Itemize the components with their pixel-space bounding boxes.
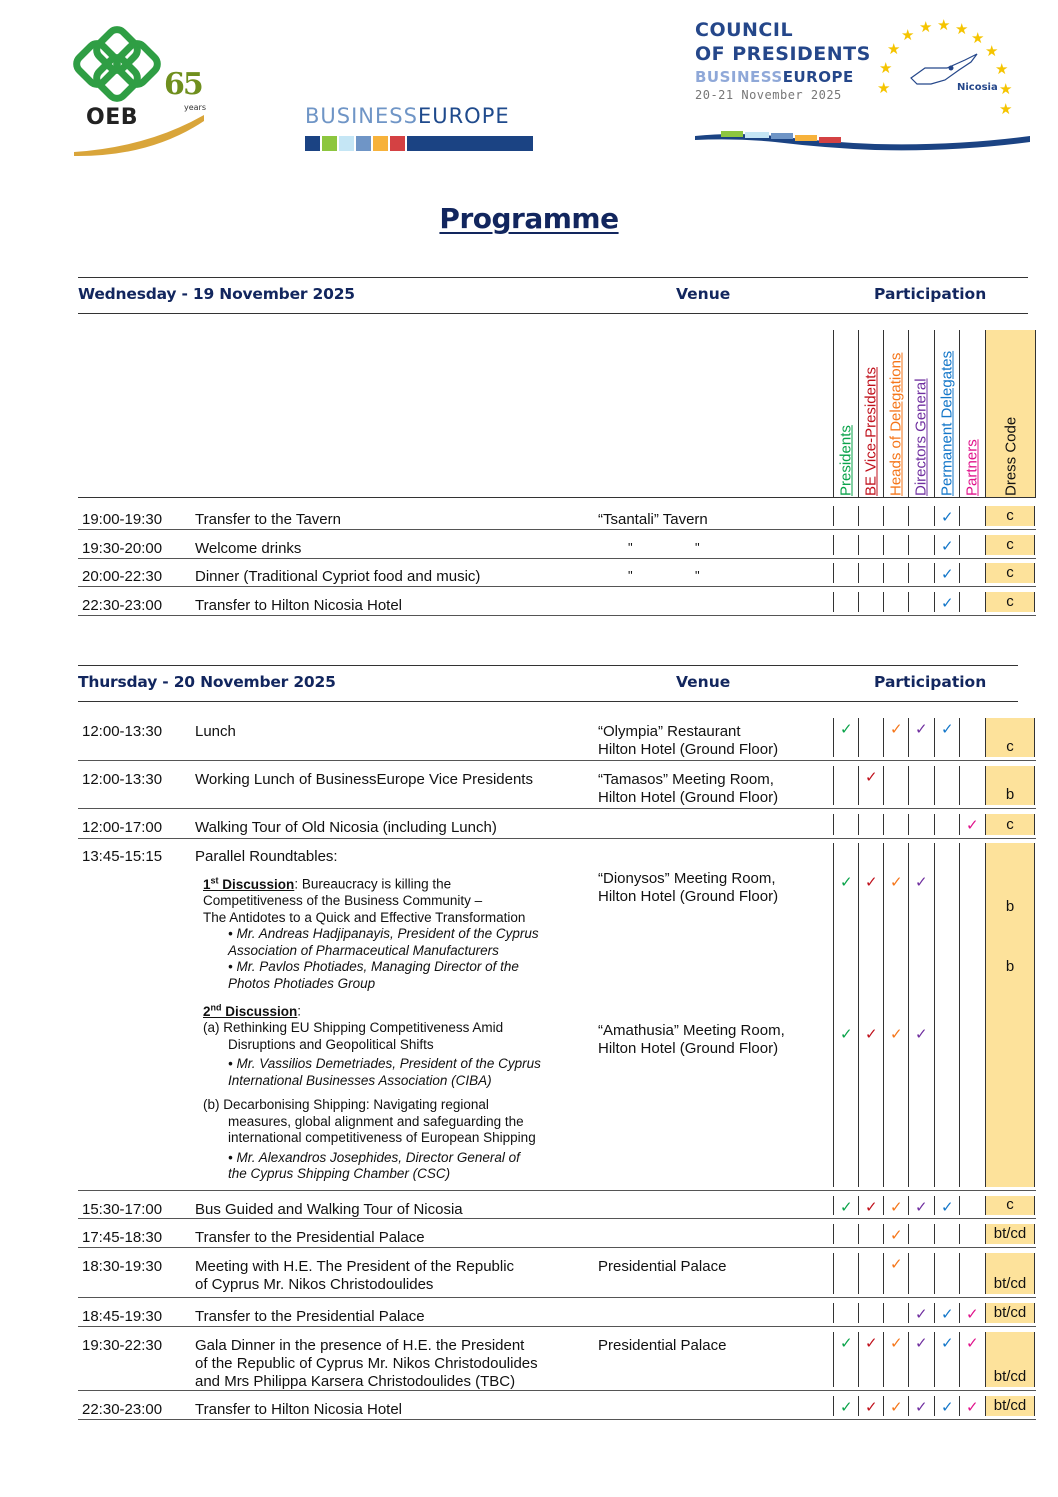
participation-cell-presidents bbox=[833, 1253, 858, 1294]
dress-code-value: b bbox=[1005, 786, 1015, 803]
check-icon: ✓ bbox=[840, 1025, 853, 1043]
topic-b: international competitiveness of European Shipping bbox=[228, 1130, 536, 1145]
check-icon: ✓ bbox=[890, 1398, 903, 1416]
check-icon: ✓ bbox=[890, 1255, 903, 1273]
participation-grid bbox=[833, 1250, 1036, 1297]
venue-ditto-mark: " bbox=[695, 568, 700, 583]
participation-cell-pd bbox=[934, 506, 959, 526]
participation-cell-heads bbox=[883, 1196, 908, 1215]
participation-cell-dg bbox=[908, 1253, 933, 1294]
column-header-label: Directors General bbox=[912, 378, 930, 496]
color-swatch bbox=[407, 136, 533, 151]
column-header-dress-code bbox=[985, 330, 1036, 498]
participation-cell-heads bbox=[883, 718, 908, 757]
time-slot: 19:30-20:00 bbox=[82, 540, 163, 557]
schedule-row bbox=[78, 1193, 1036, 1219]
speaker-line: • Mr. Alexandros Josephides, Director General of bbox=[228, 1149, 520, 1165]
topic-a: Disruptions and Geopolitical Shifts bbox=[228, 1036, 434, 1052]
participation-column-headers bbox=[833, 330, 1036, 498]
check-icon: ✓ bbox=[840, 873, 853, 891]
dress-code-cell bbox=[985, 718, 1035, 757]
participation-cell-be_vp bbox=[858, 1303, 883, 1323]
check-icon: ✓ bbox=[941, 594, 954, 612]
check-icon: ✓ bbox=[840, 720, 853, 738]
column-header-label: Heads of Delegations bbox=[887, 352, 905, 496]
event-title: Working Lunch of BusinessEurope Vice Presidents bbox=[195, 771, 533, 788]
venue: “Amathusia” Meeting Room, Hilton Hotel (Ground Floor) bbox=[598, 1022, 785, 1057]
participation-cell-pd bbox=[934, 535, 959, 555]
participation-cell-be_vp bbox=[858, 718, 883, 757]
column-header-be_vp bbox=[858, 330, 883, 498]
venue-column-label: Venue bbox=[676, 673, 731, 691]
participation-cell-pd bbox=[934, 1253, 959, 1294]
time-slot: 12:00-13:30 bbox=[82, 771, 163, 788]
participation-cell-dg bbox=[908, 592, 933, 612]
check-icon: ✓ bbox=[915, 1305, 928, 1323]
eu-stars-map-icon bbox=[875, 18, 1035, 118]
participation-cell-pd bbox=[934, 1303, 959, 1323]
venue: “Tsantali” Tavern bbox=[598, 511, 708, 528]
check-icon: ✓ bbox=[865, 1398, 878, 1416]
time-slot: 19:00-19:30 bbox=[82, 511, 163, 528]
speaker-line: the Cyprus Shipping Chamber (CSC) bbox=[228, 1166, 451, 1181]
time-slot: 22:30-23:00 bbox=[82, 597, 163, 614]
time-slot: 12:00-17:00 bbox=[82, 819, 163, 836]
participation-cell-dg bbox=[908, 563, 933, 583]
time-slot: 12:00-13:30 bbox=[82, 723, 163, 740]
participation-grid bbox=[833, 715, 1036, 760]
participation-cell-dg bbox=[908, 843, 933, 1187]
participation-cell-presidents bbox=[833, 1332, 858, 1387]
participation-cell-heads bbox=[883, 843, 908, 1187]
dress-code-cell bbox=[985, 506, 1035, 526]
participation-cell-heads bbox=[883, 1303, 908, 1323]
check-icon: ✓ bbox=[840, 1198, 853, 1216]
event-title: Dinner (Traditional Cypriot food and music) bbox=[195, 568, 481, 585]
dress-code-cell bbox=[985, 1303, 1035, 1323]
check-icon: ✓ bbox=[966, 816, 979, 834]
participation-cell-dg bbox=[908, 1224, 933, 1244]
color-swatch bbox=[305, 136, 320, 151]
day-heading: Thursday - 20 November 2025 bbox=[78, 673, 336, 691]
column-header-dg bbox=[908, 330, 933, 498]
venue: Presidential Palace bbox=[598, 1258, 727, 1275]
venue-ditto-mark: " bbox=[628, 540, 633, 555]
column-header-label: Presidents bbox=[837, 425, 855, 496]
check-icon: ✓ bbox=[915, 873, 928, 891]
check-icon: ✓ bbox=[890, 1226, 903, 1244]
check-icon: ✓ bbox=[915, 1398, 928, 1416]
participation-grid bbox=[833, 532, 1036, 558]
check-icon: ✓ bbox=[941, 508, 954, 526]
participation-cell-heads bbox=[883, 814, 908, 835]
participation-cell-partners bbox=[959, 1332, 984, 1387]
venue-ditto-mark: " bbox=[628, 568, 633, 583]
participation-cell-pd bbox=[934, 592, 959, 612]
svg-text:★: ★ bbox=[879, 59, 893, 77]
day-header-wednesday bbox=[78, 277, 1028, 314]
participation-grid bbox=[833, 1300, 1036, 1326]
text-line: Competitiveness of the Business Community – bbox=[203, 893, 483, 908]
participation-cell-partners bbox=[959, 1196, 984, 1215]
participation-cell-heads bbox=[883, 506, 908, 526]
schedule-row bbox=[78, 715, 1036, 761]
participation-cell-be_vp bbox=[858, 563, 883, 583]
time-slot: 17:45-18:30 bbox=[82, 1229, 163, 1246]
svg-text:★: ★ bbox=[985, 42, 999, 60]
participation-cell-pd bbox=[934, 563, 959, 583]
participation-cell-partners bbox=[959, 592, 984, 612]
discussion-1: 1st Discussion: Bureaucracy is killing the Competitiveness of the Business Community – The Antidotes to a Quick and Effective Transformation • Mr. Andreas Hadjipanayis, President of the Cyprus Association of Pharmaceutical Manufacturers • Mr. Pavlos Photiades, Managing Director of the Photos Photiades Group bbox=[203, 875, 539, 991]
check-icon: ✓ bbox=[966, 1334, 979, 1352]
participation-cell-presidents bbox=[833, 814, 858, 835]
participation-cell-be_vp bbox=[858, 843, 883, 1187]
venue: “Tamasos” Meeting Room, Hilton Hotel (Ground Floor) bbox=[598, 771, 779, 806]
color-swatch bbox=[390, 136, 405, 151]
participation-cell-be_vp bbox=[858, 535, 883, 555]
discussion-label: 2nd Discussion bbox=[203, 1002, 298, 1019]
venue-column-label: Venue bbox=[676, 285, 731, 303]
dress-code-value: c bbox=[1006, 1196, 1014, 1213]
event-title: Transfer to Hilton Nicosia Hotel bbox=[195, 1401, 403, 1418]
oeb-wordmark: OEB bbox=[86, 105, 138, 130]
dress-code-cell bbox=[985, 1332, 1035, 1387]
page-title: Programme bbox=[439, 202, 619, 235]
participation-cell-be_vp bbox=[858, 592, 883, 612]
participation-cell-dg bbox=[908, 718, 933, 757]
check-icon: ✓ bbox=[865, 1025, 878, 1043]
participation-grid bbox=[833, 840, 1036, 1190]
venue-ditto-mark: " bbox=[695, 540, 700, 555]
check-icon: ✓ bbox=[865, 1334, 878, 1352]
check-icon: ✓ bbox=[941, 537, 954, 555]
dress-code-cell bbox=[985, 535, 1035, 555]
participation-cell-dg bbox=[908, 766, 933, 805]
participation-cell-partners bbox=[959, 1396, 984, 1416]
dress-code-value: c bbox=[1006, 536, 1014, 553]
participation-cell-presidents bbox=[833, 563, 858, 583]
participation-cell-presidents bbox=[833, 506, 858, 526]
column-header-label: Partners bbox=[963, 439, 981, 496]
schedule-row bbox=[78, 503, 1036, 530]
participation-cell-heads bbox=[883, 766, 908, 805]
dress-code-cell bbox=[985, 843, 1035, 1187]
participation-cell-be_vp bbox=[858, 506, 883, 526]
dress-code-cell bbox=[985, 1224, 1035, 1244]
venue: “Olympia” Restaurant Hilton Hotel (Ground Floor) bbox=[598, 723, 779, 758]
svg-text:★: ★ bbox=[999, 80, 1013, 98]
check-icon: ✓ bbox=[941, 1398, 954, 1416]
topic-b: (b) Decarbonising Shipping: Navigating regional bbox=[203, 1097, 489, 1112]
topic-b: measures, global alignment and safeguarding the bbox=[228, 1113, 524, 1129]
participation-cell-dg bbox=[908, 1332, 933, 1387]
dress-code-value: b bbox=[1005, 958, 1015, 975]
participation-cell-be_vp bbox=[858, 814, 883, 835]
council-of-presidents-logo bbox=[695, 18, 1040, 153]
event-title: Gala Dinner in the presence of H.E. the President of the Republic of Cyprus Mr. Nikos Christodoulides and Mrs Philippa Karsera Christodoulides (TBC) bbox=[195, 1337, 538, 1390]
check-icon: ✓ bbox=[915, 1334, 928, 1352]
speaker-line: International Businesses Association (CIBA) bbox=[228, 1072, 492, 1088]
column-header-label: Permanent Delegates bbox=[938, 350, 956, 496]
check-icon: ✓ bbox=[890, 1334, 903, 1352]
participation-cell-pd bbox=[934, 1396, 959, 1416]
businesseurope-color-bar bbox=[305, 136, 533, 151]
dress-code-cell bbox=[985, 766, 1035, 805]
svg-text:★: ★ bbox=[887, 40, 901, 58]
svg-text:★: ★ bbox=[919, 18, 933, 36]
businesseurope-wordmark: BUSINESSEUROPE bbox=[305, 104, 510, 128]
participation-cell-be_vp bbox=[858, 766, 883, 805]
time-slot: 20:00-22:30 bbox=[82, 568, 163, 585]
participation-cell-dg bbox=[908, 1196, 933, 1215]
participation-grid bbox=[833, 811, 1036, 838]
participation-grid bbox=[833, 503, 1036, 529]
check-icon: ✓ bbox=[915, 720, 928, 738]
discussion-label: 1st Discussion bbox=[203, 875, 295, 892]
column-header-label: BE Vice-Presidents bbox=[862, 367, 880, 496]
participation-grid bbox=[833, 1393, 1036, 1419]
participation-cell-pd bbox=[934, 1332, 959, 1387]
speaker-line: Association of Pharmaceutical Manufacturers bbox=[228, 942, 499, 958]
time-slot: 18:30-19:30 bbox=[82, 1258, 163, 1275]
check-icon: ✓ bbox=[865, 873, 878, 891]
schedule-row bbox=[78, 1329, 1036, 1391]
dress-code-value: c bbox=[1006, 564, 1014, 581]
check-icon: ✓ bbox=[941, 1198, 954, 1216]
svg-text:★: ★ bbox=[901, 26, 915, 44]
check-icon: ✓ bbox=[966, 1305, 979, 1323]
check-icon: ✓ bbox=[890, 1025, 903, 1043]
dress-code-cell bbox=[985, 814, 1035, 835]
participation-cell-partners bbox=[959, 535, 984, 555]
participation-cell-partners bbox=[959, 1224, 984, 1244]
text-line: The Antidotes to a Quick and Effective Transformation bbox=[203, 909, 526, 925]
participation-cell-pd bbox=[934, 766, 959, 805]
participation-cell-heads bbox=[883, 1396, 908, 1416]
participation-grid bbox=[833, 1329, 1036, 1390]
event-title: Bus Guided and Walking Tour of Nicosia bbox=[195, 1201, 463, 1218]
svg-text:★: ★ bbox=[955, 20, 969, 38]
time-slot: 13:45-15:15 bbox=[82, 848, 163, 865]
oeb-years-label: years bbox=[184, 103, 207, 112]
event-title: Parallel Roundtables: bbox=[195, 848, 338, 865]
time-slot: 18:45-19:30 bbox=[82, 1308, 163, 1325]
topic-a: (a) Rethinking EU Shipping Competitiveness Amid bbox=[203, 1020, 504, 1035]
check-icon: ✓ bbox=[941, 565, 954, 583]
schedule-row bbox=[78, 1300, 1036, 1327]
time-slot: 22:30-23:00 bbox=[82, 1401, 163, 1418]
participation-cell-dg bbox=[908, 506, 933, 526]
schedule-row bbox=[78, 811, 1036, 839]
participation-cell-be_vp bbox=[858, 1224, 883, 1244]
time-slot: 19:30-22:30 bbox=[82, 1337, 163, 1354]
participation-cell-heads bbox=[883, 592, 908, 612]
header-divider bbox=[78, 497, 1036, 498]
participation-cell-be_vp bbox=[858, 1396, 883, 1416]
participation-cell-partners bbox=[959, 1303, 984, 1323]
schedule-row bbox=[78, 1250, 1036, 1298]
participation-cell-presidents bbox=[833, 1303, 858, 1323]
event-title: Transfer to Hilton Nicosia Hotel bbox=[195, 597, 403, 614]
participation-grid bbox=[833, 763, 1036, 808]
column-header-pd bbox=[934, 330, 959, 498]
svg-text:★: ★ bbox=[971, 29, 985, 47]
council-title-line1: COUNCIL bbox=[695, 19, 794, 41]
event-title: Transfer to the Presidential Palace bbox=[195, 1229, 425, 1246]
participation-cell-heads bbox=[883, 1253, 908, 1294]
check-icon: ✓ bbox=[865, 768, 878, 786]
check-icon: ✓ bbox=[915, 1025, 928, 1043]
participation-column-label: Participation bbox=[874, 285, 987, 303]
check-icon: ✓ bbox=[890, 873, 903, 891]
dress-code-value: bt/cd bbox=[993, 1304, 1027, 1321]
participation-cell-be_vp bbox=[858, 1332, 883, 1387]
participation-cell-pd bbox=[934, 718, 959, 757]
color-swatch bbox=[373, 136, 388, 151]
speaker-line: Photos Photiades Group bbox=[228, 975, 376, 991]
schedule-row bbox=[78, 1393, 1036, 1420]
participation-cell-dg bbox=[908, 1303, 933, 1323]
column-header-partners bbox=[959, 330, 984, 498]
council-date: 20-21 November 2025 bbox=[695, 88, 842, 102]
dress-code-value: bt/cd bbox=[993, 1275, 1027, 1292]
participation-cell-presidents bbox=[833, 718, 858, 757]
event-title: Meeting with H.E. The President of the Republic of Cyprus Mr. Nikos Christodoulides bbox=[195, 1258, 515, 1293]
participation-cell-heads bbox=[883, 563, 908, 583]
discussion-2: 2nd Discussion: (a) Rethinking EU Shipping Competitiveness Amid Disruptions and Geopolitical Shifts • Mr. Vassilios Demetriades, President of the Cyprus International Businesses Association (CIBA) (b) Decarbonising Shipping: Navigating regional measures, global alignment and safeguarding the international competitiveness of European Shipping • Mr. Alexandros Josephides, Director General of the Cyprus Shipping Chamber (CSC) bbox=[203, 1002, 541, 1181]
participation-cell-partners bbox=[959, 843, 984, 1187]
participation-cell-presidents bbox=[833, 535, 858, 555]
dress-code-value: c bbox=[1006, 593, 1014, 610]
check-icon: ✓ bbox=[840, 1334, 853, 1352]
schedule-row-roundtables bbox=[78, 840, 1036, 1191]
participation-cell-dg bbox=[908, 814, 933, 835]
participation-cell-heads bbox=[883, 1332, 908, 1387]
participation-cell-partners bbox=[959, 563, 984, 583]
column-header-label: Dress Code bbox=[1002, 416, 1019, 496]
check-icon: ✓ bbox=[941, 720, 954, 738]
speaker-line: • Mr. Vassilios Demetriades, President of the Cyprus bbox=[228, 1056, 541, 1071]
participation-cell-partners bbox=[959, 718, 984, 757]
dress-code-value: bt/cd bbox=[993, 1225, 1027, 1242]
council-title-line2: OF PRESIDENTS bbox=[695, 43, 871, 65]
participation-cell-presidents bbox=[833, 1196, 858, 1215]
dress-code-value: bt/cd bbox=[993, 1397, 1027, 1414]
participation-cell-presidents bbox=[833, 843, 858, 1187]
dress-code-cell bbox=[985, 1396, 1035, 1416]
council-wave-icon bbox=[695, 122, 1030, 152]
participation-cell-pd bbox=[934, 843, 959, 1187]
schedule-row bbox=[78, 1221, 1036, 1248]
check-icon: ✓ bbox=[890, 720, 903, 738]
participation-cell-partners bbox=[959, 1253, 984, 1294]
svg-text:★: ★ bbox=[995, 60, 1009, 78]
time-slot: 15:30-17:00 bbox=[82, 1201, 163, 1218]
day-header-thursday bbox=[78, 665, 1018, 702]
dress-code-cell bbox=[985, 1196, 1035, 1215]
dress-code-cell bbox=[985, 592, 1035, 612]
speaker-line: • Mr. Andreas Hadjipanayis, President of the Cyprus bbox=[228, 926, 539, 941]
participation-cell-pd bbox=[934, 1224, 959, 1244]
check-icon: ✓ bbox=[966, 1398, 979, 1416]
participation-cell-pd bbox=[934, 1196, 959, 1215]
check-icon: ✓ bbox=[941, 1334, 954, 1352]
council-title-line3: BUSINESSEUROPE bbox=[695, 68, 854, 86]
businesseurope-logo bbox=[305, 104, 535, 152]
color-swatch bbox=[339, 136, 354, 151]
svg-text:★: ★ bbox=[999, 100, 1013, 118]
participation-cell-partners bbox=[959, 506, 984, 526]
svg-text:★: ★ bbox=[877, 79, 891, 97]
column-header-presidents bbox=[833, 330, 858, 498]
speaker-line: • Mr. Pavlos Photiades, Managing Director of the bbox=[228, 959, 519, 974]
participation-cell-heads bbox=[883, 535, 908, 555]
participation-column-label: Participation bbox=[874, 673, 987, 691]
participation-cell-dg bbox=[908, 535, 933, 555]
participation-cell-heads bbox=[883, 1224, 908, 1244]
participation-cell-presidents bbox=[833, 1224, 858, 1244]
council-city-label: Nicosia bbox=[957, 82, 998, 93]
dress-code-cell bbox=[985, 563, 1035, 583]
participation-cell-dg bbox=[908, 1396, 933, 1416]
event-title: Transfer to the Presidential Palace bbox=[195, 1308, 425, 1325]
participation-grid bbox=[833, 1193, 1036, 1218]
participation-cell-partners bbox=[959, 814, 984, 835]
participation-cell-presidents bbox=[833, 1396, 858, 1416]
check-icon: ✓ bbox=[941, 1305, 954, 1323]
dress-code-value: c bbox=[1006, 738, 1014, 755]
participation-grid bbox=[833, 589, 1036, 615]
svg-text:★: ★ bbox=[937, 18, 951, 34]
venue: “Dionysos” Meeting Room, Hilton Hotel (Ground Floor) bbox=[598, 870, 779, 905]
dress-code-cell bbox=[985, 1253, 1035, 1294]
participation-cell-be_vp bbox=[858, 1196, 883, 1215]
check-icon: ✓ bbox=[840, 1398, 853, 1416]
color-swatch bbox=[356, 136, 371, 151]
venue: Presidential Palace bbox=[598, 1337, 727, 1354]
participation-cell-be_vp bbox=[858, 1253, 883, 1294]
participation-cell-presidents bbox=[833, 592, 858, 612]
event-title: Transfer to the Tavern bbox=[195, 511, 341, 528]
dress-code-value: c bbox=[1006, 507, 1014, 524]
event-title: Walking Tour of Old Nicosia (including Lunch) bbox=[195, 819, 497, 836]
dress-code-value: c bbox=[1006, 816, 1014, 833]
color-swatch bbox=[322, 136, 337, 151]
check-icon: ✓ bbox=[890, 1198, 903, 1216]
check-icon: ✓ bbox=[865, 1198, 878, 1216]
schedule-row bbox=[78, 763, 1036, 809]
column-header-heads bbox=[883, 330, 908, 498]
schedule-row bbox=[78, 589, 1036, 616]
event-title: Lunch bbox=[195, 723, 236, 740]
day-heading: Wednesday - 19 November 2025 bbox=[78, 285, 355, 303]
dress-code-value: b bbox=[1005, 898, 1015, 915]
event-title: Welcome drinks bbox=[195, 540, 302, 557]
check-icon: ✓ bbox=[915, 1198, 928, 1216]
participation-grid bbox=[833, 1221, 1036, 1247]
participation-grid bbox=[833, 560, 1036, 586]
participation-cell-pd bbox=[934, 814, 959, 835]
oeb-anniversary: 65 bbox=[164, 67, 202, 102]
schedule-row bbox=[78, 532, 1036, 559]
schedule-row bbox=[78, 560, 1036, 587]
dress-code-value: bt/cd bbox=[993, 1368, 1027, 1385]
oeb-logo bbox=[68, 25, 208, 160]
participation-cell-presidents bbox=[833, 766, 858, 805]
participation-cell-partners bbox=[959, 766, 984, 805]
